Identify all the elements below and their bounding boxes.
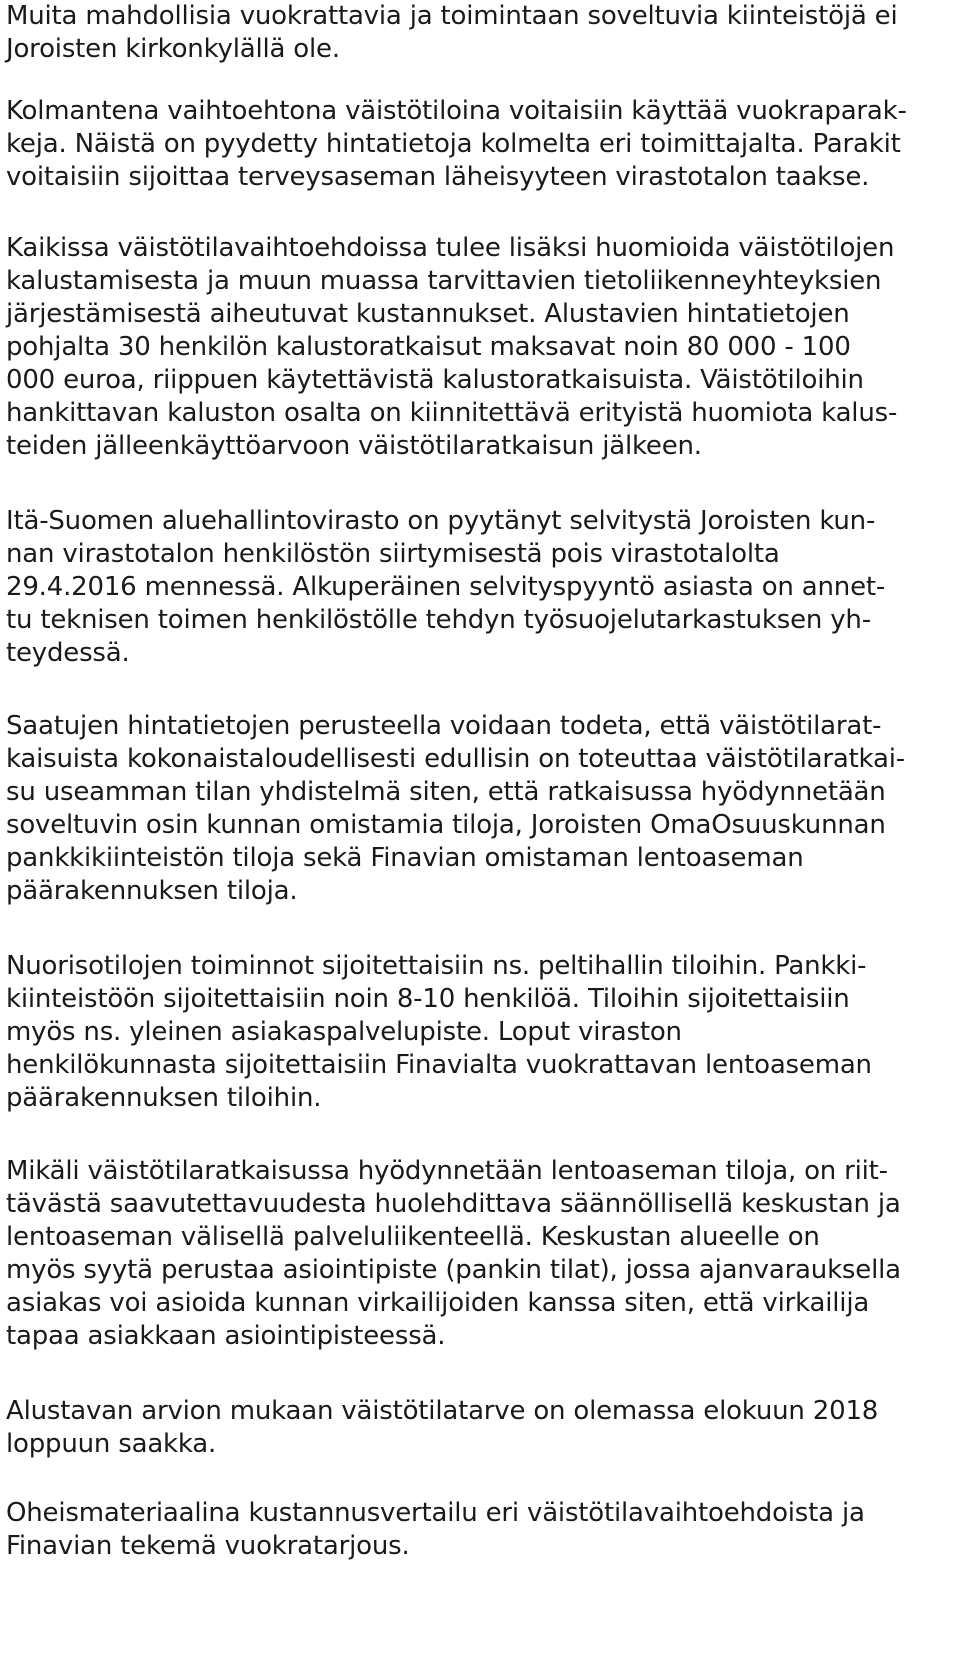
text-line: Kaikissa väistötilavaihtoehdoissa tulee lisäksi huomioida väistötilojen — [6, 233, 895, 263]
text-line: lentoaseman välisellä palveluliikenteellä. Keskustan alueelle on — [6, 1222, 820, 1252]
text-line: teiden jälleenkäyttöarvoon väistötilaratkaisun jälkeen. — [6, 431, 702, 461]
paragraph-8 — [6, 1395, 878, 1461]
paragraph-1 — [6, 0, 898, 66]
paragraph-7 — [6, 1155, 901, 1353]
text-line: voitaisiin sijoittaa terveysaseman läheisyyteen virastotalon taakse. — [6, 162, 870, 192]
text-line: su useamman tilan yhdistelmä siten, että ratkaisussa hyödynnetään — [6, 777, 886, 807]
text-line: Nuorisotilojen toiminnot sijoitettaisiin ns. peltihallin tiloihin. Pankki- — [6, 951, 867, 981]
text-line: Muita mahdollisia vuokrattavia ja toimintaan soveltuvia kiinteistöjä ei — [6, 1, 898, 31]
paragraph-2 — [6, 95, 907, 194]
text-line: asiakas voi asioida kunnan virkailijoiden kanssa siten, että virkailija — [6, 1288, 870, 1318]
paragraph-3 — [6, 232, 897, 463]
text-line: myös syytä perustaa asiointipiste (pankin tilat), jossa ajanvarauksella — [6, 1255, 901, 1285]
text-line: loppuun saakka. — [6, 1429, 217, 1459]
paragraph-5 — [6, 710, 905, 908]
text-line: päärakennuksen tiloja. — [6, 876, 298, 906]
text-line: henkilökunnasta sijoitettaisiin Finavialta vuokrattavan lentoaseman — [6, 1050, 872, 1080]
text-line: Finavian tekemä vuokratarjous. — [6, 1531, 410, 1561]
paragraph-9 — [6, 1497, 865, 1563]
text-line: kalustamisesta ja muun muassa tarvittavien tietoliikenneyhteyksien — [6, 266, 882, 296]
text-line: Mikäli väistötilaratkaisussa hyödynnetään lentoaseman tiloja, on riit- — [6, 1156, 888, 1186]
text-line: Kolmantena vaihtoehtona väistötiloina voitaisiin käyttää vuokraparak- — [6, 96, 907, 126]
text-line: keja. Näistä on pyydetty hintatietoja kolmelta eri toimittajalta. Parakit — [6, 129, 901, 159]
text-line: 000 euroa, riippuen käytettävistä kalustoratkaisuista. Väistötiloihin — [6, 365, 864, 395]
text-line: Itä-Suomen aluehallintovirasto on pyytänyt selvitystä Joroisten kun- — [6, 506, 876, 536]
text-line: hankittavan kaluston osalta on kiinnitettävä erityistä huomiota kalus- — [6, 398, 898, 428]
text-line: Saatujen hintatietojen perusteella voidaan todeta, että väistötilarat- — [6, 711, 882, 741]
text-line: nan virastotalon henkilöstön siirtymisestä pois virastotalolta — [6, 539, 780, 569]
text-line: myös ns. yleinen asiakaspalvelupiste. Loput viraston — [6, 1017, 682, 1047]
text-line: 29.4.2016 mennessä. Alkuperäinen selvityspyyntö asiasta on annet- — [6, 572, 886, 602]
text-line: pohjalta 30 henkilön kalustoratkaisut maksavat noin 80 000 - 100 — [6, 332, 851, 362]
text-line: tävästä saavutettavuudesta huolehdittava säännöllisellä keskustan ja — [6, 1189, 901, 1219]
text-line: pankkikiinteistön tiloja sekä Finavian omistaman lentoaseman — [6, 843, 804, 873]
text-line: kiinteistöön sijoitettaisiin noin 8-10 henkilöä. Tiloihin sijoitettaisiin — [6, 984, 850, 1014]
text-line: teydessä. — [6, 638, 130, 668]
text-line: tapaa asiakkaan asiointipisteessä. — [6, 1321, 446, 1351]
text-line: järjestämisestä aiheutuvat kustannukset. Alustavien hintatietojen — [6, 299, 850, 329]
paragraph-6 — [6, 950, 872, 1115]
text-line: päärakennuksen tiloihin. — [6, 1083, 322, 1113]
text-line: tu teknisen toimen henkilöstölle tehdyn työsuojelutarkastuksen yh- — [6, 605, 871, 635]
text-line: soveltuvin osin kunnan omistamia tiloja, Joroisten OmaOsuuskunnan — [6, 810, 886, 840]
text-line: Joroisten kirkonkylällä ole. — [6, 34, 340, 64]
text-line: kaisuista kokonaistaloudellisesti edullisin on toteuttaa väistötilaratkai- — [6, 744, 905, 774]
text-line: Alustavan arvion mukaan väistötilatarve on olemassa elokuun 2018 — [6, 1396, 879, 1426]
paragraph-4 — [6, 505, 885, 670]
text-line: Oheismateriaalina kustannusvertailu eri väistötilavaihtoehdoista ja — [6, 1498, 865, 1528]
